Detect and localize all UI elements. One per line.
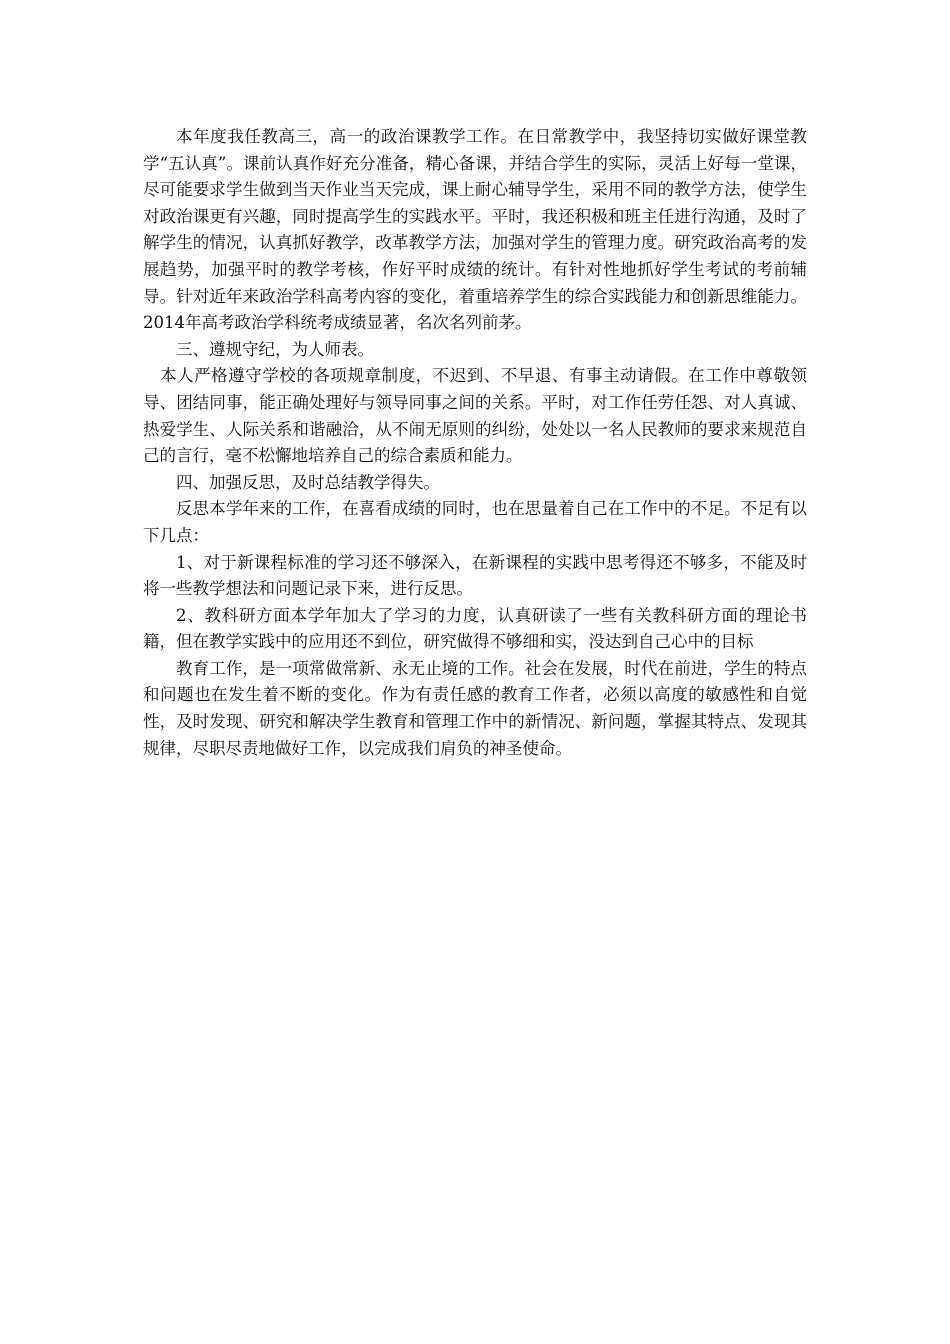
paragraph-reflection-intro: 反思本学年来的工作，在喜看成绩的同时，也在思量着自己在工作中的不足。不足有以下几点： bbox=[143, 499, 807, 545]
section-heading-discipline: 三、遵规守纪，为人师表。 bbox=[176, 339, 374, 359]
paragraph-discipline: 本人严格遵守学校的各项规章制度，不迟到、不早退、有事主动请假。在工作中尊敬领导、团结同事，能正确处理好与领导同事之间的关系。平时，对工作任劳任怨、对人真诚、热爱学生、人际关系和谐融洽，从不闹无原则的纠纷，处处以一名人民教师的要求来规范自己的言行，毫不松懈地培养自己的综合素质和能力。 bbox=[143, 366, 807, 466]
section-heading-reflection: 四、加强反思，及时总结教学得失。 bbox=[176, 472, 440, 492]
paragraph-conclusion: 教育工作，是一项常做常新、永无止境的工作。社会在发展，时代在前进，学生的特点和问题也在发生着不断的变化。作为有责任感的教育工作者，必须以高度的敏感性和自觉性，及时发现、研究和解决学生教育和管理工作中的新情况、新问题，掌握其特点、发现其规律，尽职尽责地做好工作，以完成我们肩负的神圣使命。 bbox=[143, 658, 807, 758]
paragraph-teaching-work: 本年度我任教高三，高一的政治课教学工作。在日常教学中，我坚持切实做好课堂教学“五认真”。课前认真作好充分准备，精心备课，并结合学生的实际，灵活上好每一堂课，尽可能要求学生做到当天作业当天完成，课上耐心辅导学生，采用不同的教学方法，使学生对政治课更有兴趣，同时提高学生的实践水平。平时，我还积极和班主任进行沟通，及时了解学生的情况，认真抓好教学，改革教学方法，加强对学生的管理力度。研究政治高考的发展趋势，加强平时的教学考核，作好平时成绩的统计。有针对性地抓好学生考试的考前辅导。针对近年来政治学科高考内容的变化，着重培养学生的综合实践能力和创新思维能力。2014年高考政治学科统考成绩显著，名次名列前茅。 bbox=[143, 127, 807, 333]
paragraph-shortcoming-1: 1、对于新课程标准的学习还不够深入，在新课程的实践中思考得还不够多，不能及时将一些教学想法和问题记录下来，进行反思。 bbox=[143, 552, 807, 599]
document-body bbox=[143, 124, 807, 762]
paragraph-shortcoming-2: 2、教科研方面本学年加大了学习的力度，认真研读了一些有关教科研方面的理论书籍，但在教学实践中的应用还不到位，研究做得不够细和实，没达到自己心中的目标 bbox=[143, 605, 807, 652]
